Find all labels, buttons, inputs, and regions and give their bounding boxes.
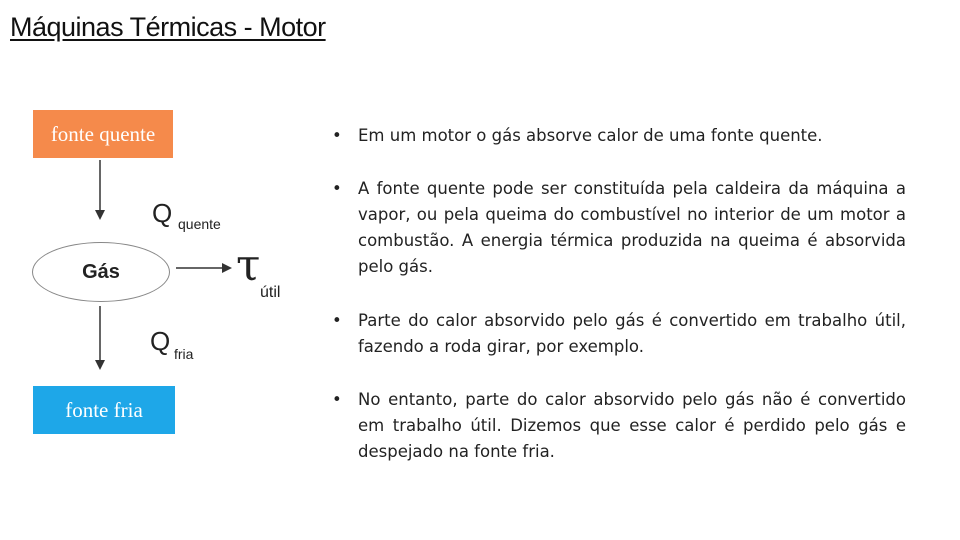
bullet-item [332,308,906,360]
bullet-text: Em um motor o gás absorve calor de uma fonte quente. [358,126,823,145]
work-subscript: útil [260,284,281,301]
bullet-item [332,387,906,465]
q-hot-subscript: quente [178,216,221,232]
hot-source-box: fonte quente [33,110,173,158]
gas-ellipse [32,242,170,302]
work-symbol: τ [236,240,261,291]
q-hot-label [152,198,221,232]
slide-title: Máquinas Térmicas - Motor [10,12,326,42]
bullet-marker: • [332,311,342,330]
bullet-marker: • [332,390,342,409]
q-cold-subscript: fria [174,346,194,362]
q-cold-symbol: Q [150,326,171,356]
bullet-item [332,176,906,280]
bullet-text: Parte do calor absorvido pelo gás é convertido em trabalho útil, fazendo a roda girar, por exemplo. [358,311,906,356]
bullet-marker: • [332,179,342,198]
q-hot-symbol: Q [152,198,173,228]
bullet-text: No entanto, parte do calor absorvido pelo gás não é convertido em trabalho útil. Dizemos que esse calor é perdido pelo gás e despejado na fonte fria. [358,390,906,461]
gas-label: Gás [82,260,120,283]
q-cold-label [150,326,194,362]
cold-source-box: fonte fria [33,386,175,434]
bullet-item [332,123,906,149]
bullet-text: A fonte quente pode ser constituída pela caldeira da máquina a vapor, ou pela queima do combustível no interior de um motor a combustão. A energia térmica produzida na queima é absorvida pelo gás. [358,179,906,276]
bullet-marker: • [332,126,342,145]
